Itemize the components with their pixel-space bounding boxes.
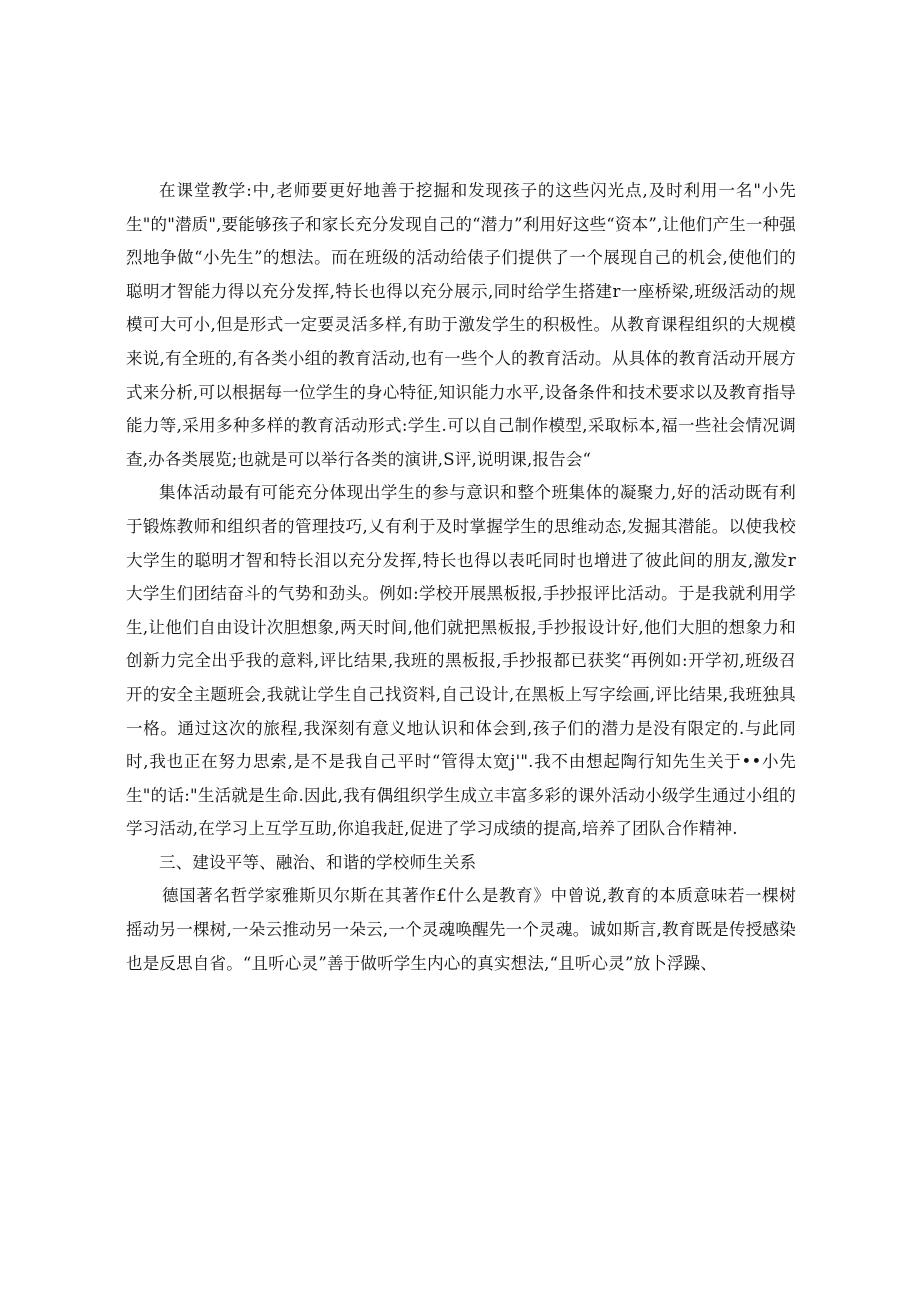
section-heading: 三、建设平等、融治、和谐的学校师生关系 xyxy=(159,852,477,872)
paragraph-collective-activities: 集体活动最有可能充分体现出学生的参与意识和整个班集体的凝聚力,好的活动既有利于锻炼教师和组织者的管理技巧,乂有利于及时掌握学生的思维动态,发掘其潜能。以使我校大学生的聪明才智和特长泪以充分发挥,特长也得以表吒同时也增进了彼此间的朋友,激发r大学生们团结奋斗的气势和劲头。例如:学校开展黑板报,手抄报评比活动。于是我就利用学生,让他们自由设计次胆想象,两天时间,他们就把黑板报,手抄报设计好,他们大胆的想象力和创新力完全出乎我的意料,评比结果,我班的黑板报,手抄报都已获奖“再例如:开学初,班级召开的安全主题班会,我就让学生自己找资料,自己设计,在黑板上写字绘画,评比结果,我班独具一格。通过这次的旅程,我深刻有意义地认识和体会到,孩子们的潜力是没有限定的.与此同时,我也正在努力思索,是不是我自己平时“管得太宽j'".我不由想起陶行知先生关于••小先生"的话:"生活就是生命.因此,我有偶组织学生成立丰富多彩的课外活动小级学生通过小组的学习活动,在学习上互学互助,你追我赶,促进了学习成绩的提高,培养了团队合作精神. xyxy=(126,483,796,839)
paragraph-classroom-teaching: 在课堂教学:中,老师要更好地善于挖掘和发现孩子的这些闪光点,及时利用一名"小先生"的"潜质",要能够孩子和家长充分发现自己的“潜力”利用好这些“资本”,让他们产生一种强烈地争做“小先生”的想法。而在班级的活动给俵子们提供了一个展现自己的机会,使他们的聪明才智能力得以充分发挥,特长也得以充分展示,同时给学生搭建r一座桥梁,班级活动的规模可大可小,但是形式一定要灵活多样,有助于激发学生的积极性。从教育课程组织的大规模来说,有全班的,有各类小组的教育活动,也有一些个人的教育活动。从具体的教育活动开展方式来分析,可以根据每一位学生的身心特征,知识能力水平,设备条件和技术要求以及教育指导能力等,采用多种多样的教育活动形式:学生.可以自己制作模型,采取标本,福一些社会情况调查,办各类展览;也就是可以举行各类的演讲,S评,说明课,报告会“ xyxy=(126,181,796,469)
paragraph-jaspers-quote: 德国著名哲学家雅斯贝尔斯在其著作£什么是教育》中曾说,教育的本质意味若一棵树摇动另一棵树,一朵云推动另一朵云,一个灵魂唤醒先一个灵魂。诚如斯言,教育既是传授感染也是反思自省。“且听心灵”善于做听学生内心的真实想法,“且听心灵”放卜浮躁、 xyxy=(126,886,796,973)
document-body xyxy=(126,174,796,980)
